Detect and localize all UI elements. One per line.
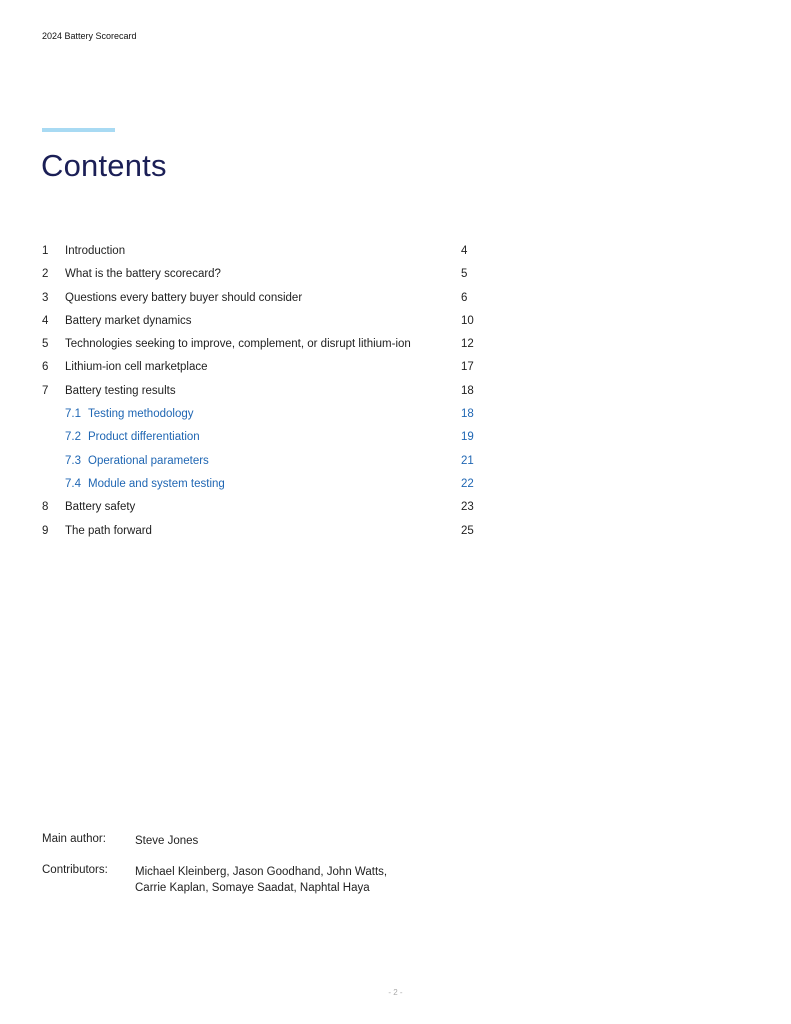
toc-number: 7.4: [65, 477, 81, 490]
toc-number: 7.1: [65, 408, 81, 421]
toc-page-number: 6: [461, 291, 468, 304]
table-of-contents: [42, 240, 482, 543]
contributors-row: [42, 864, 542, 898]
toc-subentry-module-system-testing[interactable]: [42, 473, 482, 496]
toc-number: 3: [42, 291, 49, 304]
toc-label: Testing methodology: [88, 408, 194, 421]
toc-page-number: 19: [461, 431, 474, 444]
toc-entry-technologies[interactable]: [42, 333, 482, 356]
toc-entry-questions[interactable]: [42, 287, 482, 310]
page-title: Contents: [41, 148, 167, 183]
toc-page-number: 22: [461, 477, 474, 490]
toc-number: 2: [42, 268, 49, 281]
toc-page-number: 12: [461, 338, 474, 351]
toc-entry-introduction[interactable]: [42, 240, 482, 263]
contributors-label: Contributors:: [42, 864, 108, 876]
toc-number: 7: [42, 384, 49, 397]
toc-label: Questions every battery buyer should consider: [65, 291, 303, 304]
toc-number: 6: [42, 361, 49, 374]
toc-label: Technologies seeking to improve, complement, or disrupt lithium-ion: [65, 338, 411, 351]
toc-entry-testing-results[interactable]: [42, 380, 482, 403]
toc-entry-cell-marketplace[interactable]: [42, 356, 482, 379]
toc-number: 4: [42, 314, 49, 327]
toc-page-number: 10: [461, 314, 474, 327]
toc-label: What is the battery scorecard?: [65, 268, 221, 281]
toc-label: The path forward: [65, 524, 152, 537]
toc-entry-battery-safety[interactable]: [42, 496, 482, 519]
toc-page-number: 17: [461, 361, 474, 374]
toc-label: Battery safety: [65, 501, 136, 514]
main-author-label: Main author:: [42, 833, 106, 845]
main-author-name: Steve Jones: [135, 835, 199, 847]
toc-label: Module and system testing: [88, 477, 225, 490]
toc-label: Product differentiation: [88, 431, 200, 444]
accent-bar: [42, 128, 115, 132]
contributors-line: Carrie Kaplan, Somaye Saadat, Naphtal Haya: [135, 882, 370, 894]
toc-page-number: 25: [461, 524, 474, 537]
page-number: - 2 -: [388, 988, 403, 997]
toc-label: Introduction: [65, 245, 126, 257]
toc-number: 5: [42, 338, 49, 351]
running-header: 2024 Battery Scorecard: [42, 31, 137, 41]
toc-number: 9: [42, 524, 49, 537]
toc-label: Lithium-ion cell marketplace: [65, 361, 208, 374]
toc-label: Battery testing results: [65, 384, 176, 397]
main-author-row: [42, 833, 542, 864]
toc-label: Battery market dynamics: [65, 314, 192, 327]
toc-number: 1: [42, 245, 49, 257]
contributors-line: Michael Kleinberg, Jason Goodhand, John Watts,: [135, 866, 388, 878]
toc-number: 7.2: [65, 431, 81, 444]
toc-page-number: 18: [461, 384, 474, 397]
toc-label: Operational parameters: [88, 454, 209, 467]
toc-page-number: 21: [461, 454, 474, 467]
toc-subentry-operational-parameters[interactable]: [42, 450, 482, 473]
credits: [42, 833, 542, 898]
toc-subentry-product-differentiation[interactable]: [42, 426, 482, 449]
toc-entry-what-is-scorecard[interactable]: [42, 263, 482, 286]
toc-number: 7.3: [65, 454, 81, 467]
contributors-names: [135, 864, 387, 896]
toc-entry-path-forward[interactable]: [42, 520, 482, 543]
toc-page-number: 4: [461, 245, 468, 257]
toc-page-number: 23: [461, 501, 474, 514]
toc-subentry-testing-methodology[interactable]: [42, 403, 482, 426]
toc-number: 8: [42, 501, 49, 514]
toc-page-number: 5: [461, 268, 468, 281]
toc-entry-market-dynamics[interactable]: [42, 310, 482, 333]
toc-page-number: 18: [461, 408, 474, 421]
